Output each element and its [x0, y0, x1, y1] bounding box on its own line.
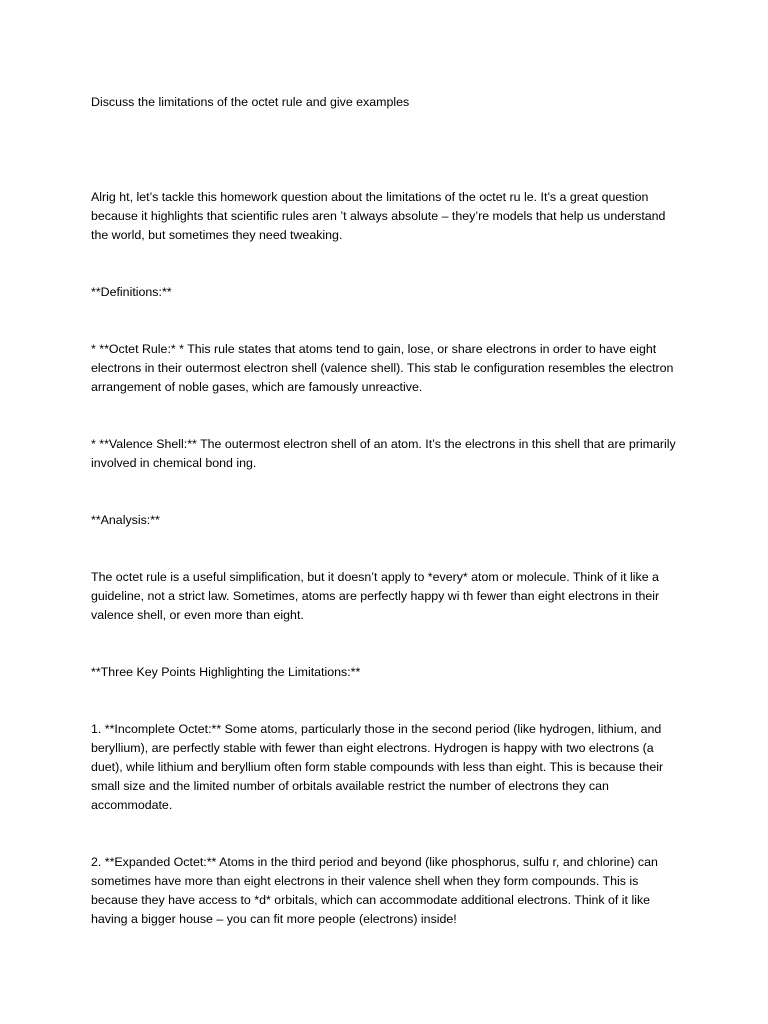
definitions-heading: **Definitions:** — [91, 285, 172, 299]
key-point-expanded-octet: 2. **Expanded Octet:** Atoms in the third period and beyond (like phosphorus, sulfu r, and chlorine) can sometimes have more than eight electrons in their valence shell when they form compounds. This is because they have access to *d* orbitals, which can accommodate additional electrons. Think of it like having a bigger house – you can fit more people (electrons) inside! — [91, 855, 658, 926]
definition-valence-shell: * **Valence Shell:** The outermost electron shell of an atom. It’s the electrons in this shell that are primarily involved in chemical bond ing. — [91, 437, 676, 470]
analysis-paragraph: The octet rule is a useful simplification, but it doesn’t apply to *every* atom or molecule. Think of it like a guideline, not a strict law. Sometimes, atoms are perfectly happy wi th fewer than eight electrons in their valence shell, or even more than eight. — [91, 570, 660, 622]
definition-octet-rule: * **Octet Rule:* * This rule states that atoms tend to gain, lose, or share electrons in order to have eight electrons in their outermost electron shell (valence shell). This stab le configuration resembles the electron arrangement of noble gases, which are famously unreactive. — [91, 342, 674, 394]
document-title: Discuss the limitations of the octet rule and give examples — [91, 95, 410, 109]
document-body — [91, 93, 681, 929]
key-points-heading: **Three Key Points Highlighting the Limitations:** — [91, 665, 361, 679]
key-point-incomplete-octet: 1. **Incomplete Octet:** Some atoms, particularly those in the second period (like hydrogen, lithium, and beryllium), are perfectly stable with fewer than eight electrons. Hydrogen is happy with two electrons (a duet), while lithium and beryllium often form stable compounds with less than eight. This is because their small size and the limited number of orbitals available restrict the number of electrons they can accommodate. — [91, 722, 664, 812]
intro-paragraph: Alrig ht, let’s tackle this homework question about the limitations of the octet ru le. It’s a great question because it highlights that scientific rules aren ’t always absolute – they’re models that help us understand the world, but sometimes they need tweaking. — [91, 190, 666, 242]
analysis-heading: **Analysis:** — [91, 513, 160, 527]
